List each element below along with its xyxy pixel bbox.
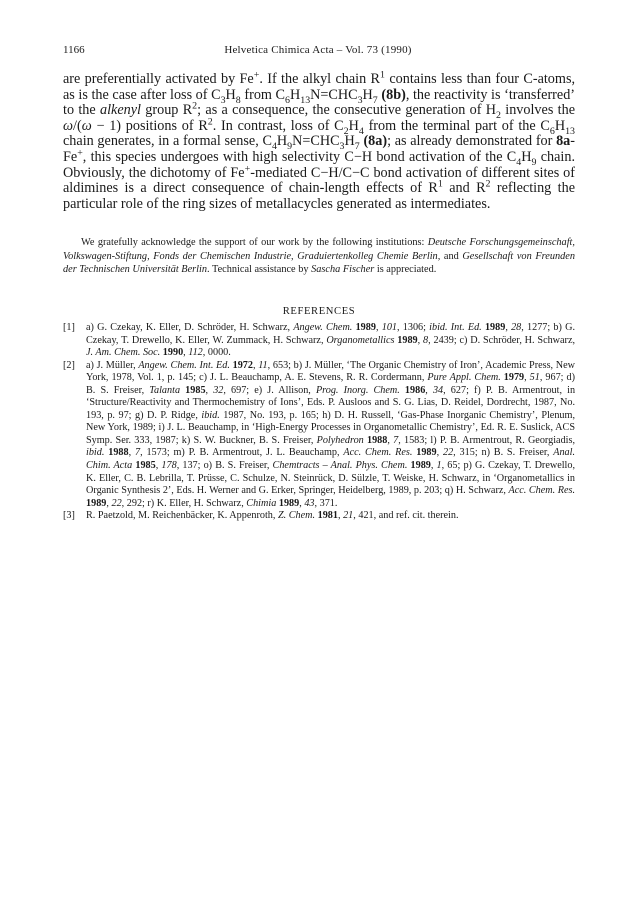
body-paragraph [63, 69, 576, 212]
page-number: 1166 [63, 44, 85, 56]
reference-item [63, 510, 575, 523]
body-paragraph-text: are preferentially activated by Fe+. If the alkyl chain $R^1$ contains less than four C-atoms, as is the case after loss of $C_3H_8$ from $C_6H_{13}N=CHC_3H_7$ (8b), the reactivity is ‘transferred’ to the alkenyl group $R^2$; as a consequence, the consecutive generation of $H_2$ involves the ω/(ω − 1) positions of $R^2$. In contrast, loss of $C_2H_4$ from the terminal part of the $C_6H_{13}$ chain generates, in a formal sense, $C_4H_9N=CHC_3H_7$ (8a); as already demonstrated for 8a-Fe+, this species undergoes with high selectivity C−H bond activation of the $C_4H_9$ chain. Obviously, the dichotomy of Fe+-mediated C−H/C−C bond activation of different sites of aldimines is a direct consequence of chain-length effects of $R^1$ and $R^2$ reflecting the particular role of the ring sizes of metallacycles generated as intermediates. [63, 69, 576, 212]
reference-list [63, 322, 575, 523]
reference-item [63, 360, 575, 511]
references-heading: REFERENCES [282, 306, 356, 317]
reference-text: R. Paetzold, M. Reichenbäcker, K. Appenroth, Z. Chem. 1981, 21, 421, and ref. cit. therein. [86, 510, 459, 522]
reference-number: [3] [63, 510, 75, 522]
reference-number: [2] [63, 359, 75, 371]
reference-text: a) G. Czekay, K. Eller, D. Schröder, H. Schwarz, Angew. Chem. 1989, 101, 1306; ibid. Int. Ed. 1989, 28, 1277; b) G. Czekay, T. Drewello, K. Eller, W. Zummack, H. Schwarz, Organometallics 1989, 8, 2439; c) D. Schröder, H. Schwarz, J. Am. Chem. Soc. 1990, 112, 0000. [86, 322, 576, 359]
page-header [63, 44, 573, 60]
reference-number: [1] [63, 322, 75, 333]
acknowledgement-text: We gratefully acknowledge the support of our work by the following institutions: Deutsche Forschungsgemeinschaft, Volkswagen-Stiftung, Fonds der Chemischen Industrie, Graduiertenkolleg Chemie Berlin, and Gesellschaft von Freunden der Technischen Universität Berlin. Technical assistance by Sascha Fischer is appreciated. [63, 237, 575, 276]
running-title: Helvetica Chimica Acta – Vol. 73 (1990) [224, 44, 412, 56]
reference-item [63, 322, 575, 360]
reference-text: a) J. Müller, Angew. Chem. Int. Ed. 1972, 11, 653; b) J. Müller, ‘The Organic Chemistry of Iron’, Academic Press, New York, 1978, Vol. 1, p. 145; c) J. L. Beauchamp, A. E. Stevens, R. R. Cordermann, Pure Appl. Chem. 1979, 51, 967; d) B. S. Freiser, Talanta 1985, 32, 697; e) J. Allison, Prog. Inorg. Chem. 1986, 34, 627; f) P. B. Armentrout, in ‘Structure/Reactivity and Thermochemistry of Ions’, Eds. P. Ausloos and S. G. Lias, D. Reidel, Dordrecht, 1987, No. 193, p. 97; g) D. P. Ridge, ibid. 1987, No. 193, p. 165; h) D. H. Russell, ‘Gas-Phase Inorganic Chemistry’, Plenum, New York, 1989; i) J. L. Beauchamp, in ‘High-Energy Processes in Organometallic Chemistry’, Ed. R. E. Suslick, ACS Symp. Ser. 333, 1987; k) S. W. Buckner, B. S. Freiser, Polyhedron 1988, 7, 1583; l) P. B. Armentrout, R. Georgiadis, ibid. 1988, 7, 1573; m) P. B. Armentrout, J. L. Beauchamp, Acc. Chem. Res. 1989, 22, 315; n) B. S. Freiser, Anal. Chim. Acta 1985, 178, 137; o) B. S. Freiser, Chemtracts – Anal. Phys. Chem. 1989, 1, 65; p) G. Czekay, T. Drewello, K. Eller, C. B. Lebrilla, T. Prüsse, C. Schulze, N. Steinrück, D. Sülzle, T. Weiske, H. Schwarz, in ‘Organometallics in Organic Synthesis 2’, Eds. H. Werner and G. Erker, Springer, Heidelberg, 1989, p. 203; q) H. Schwarz, Acc. Chem. Res. 1989, 22, 292; r) K. Eller, H. Schwarz, Chimia 1989, 43, 371. [86, 359, 576, 509]
acknowledgement [63, 236, 575, 277]
